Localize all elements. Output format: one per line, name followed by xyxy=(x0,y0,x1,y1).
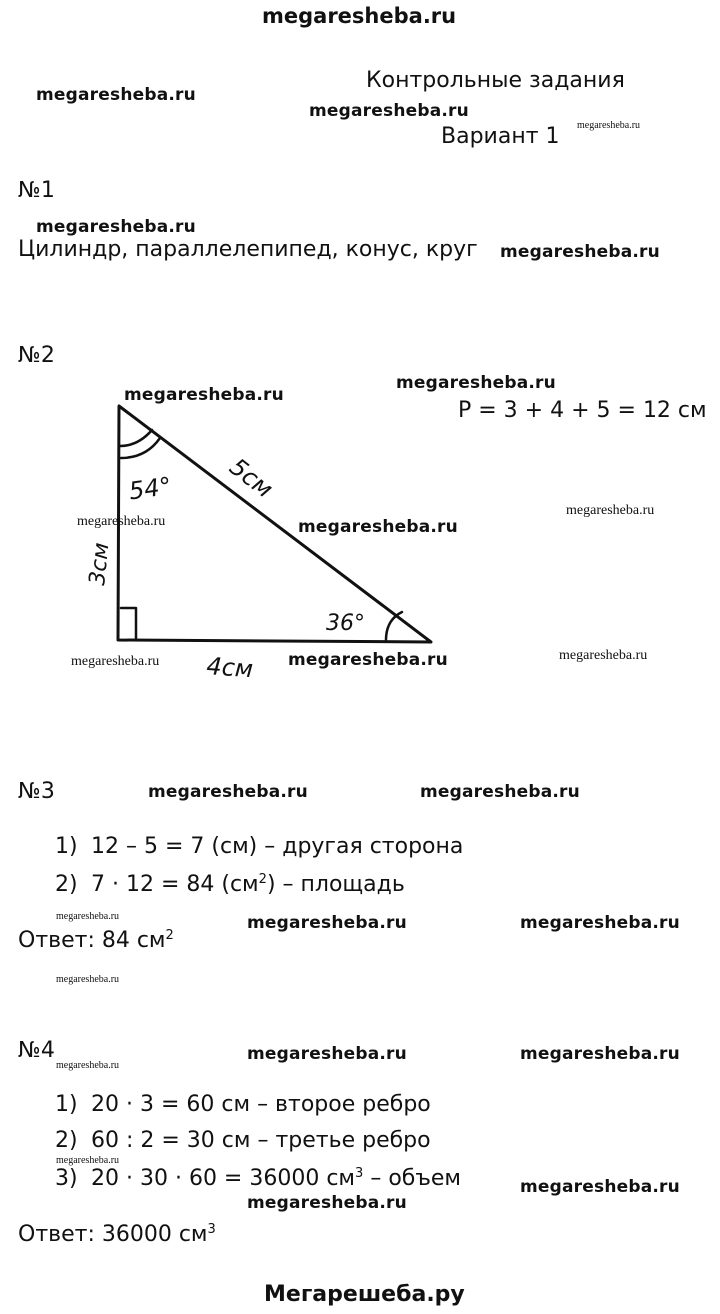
watermark: megaresheba.ru xyxy=(520,1177,680,1197)
watermark: megaresheba.ru xyxy=(298,517,458,537)
watermark: megaresheba.ru xyxy=(124,385,284,405)
watermark: megaresheba.ru xyxy=(559,648,648,663)
step-superscript: 3 xyxy=(355,1166,364,1181)
top-angle-label: 54° xyxy=(127,471,174,506)
title-line-1: Контрольные задания xyxy=(366,68,625,93)
watermark: megaresheba.ru xyxy=(247,913,407,933)
watermark: megaresheba.ru xyxy=(566,503,655,518)
answer-superscript: 2 xyxy=(165,928,174,943)
watermark: megaresheba.ru xyxy=(56,1155,120,1166)
watermark: megaresheba.ru xyxy=(500,242,660,262)
hypotenuse-label: 5см xyxy=(224,452,279,504)
step-index: 1) xyxy=(55,834,78,859)
task1-answer: Цилиндр, параллелепипед, конус, круг xyxy=(18,237,478,262)
task2-formula: P = 3 + 4 + 5 = 12 см xyxy=(458,398,707,423)
task2-label: №2 xyxy=(18,343,55,368)
task4-label: №4 xyxy=(18,1038,55,1063)
watermark: megaresheba.ru xyxy=(309,101,469,121)
watermark: megaresheba.ru xyxy=(520,1044,680,1064)
task4-step-2 xyxy=(55,1130,431,1152)
step-text: ) – площадь xyxy=(266,872,405,897)
header-watermark: megaresheba.ru xyxy=(262,4,457,28)
watermark: megaresheba.ru xyxy=(247,1044,407,1064)
top-angle-arc xyxy=(120,430,152,446)
bottom-angle-arc xyxy=(386,612,402,640)
watermark: megaresheba.ru xyxy=(396,373,556,393)
answer-superscript: 3 xyxy=(207,1222,216,1237)
task3-label: №3 xyxy=(18,779,55,804)
task3-answer xyxy=(18,930,174,952)
step-text: 60 : 2 = 30 см – третье ребро xyxy=(91,1128,431,1153)
step-text: 20 · 30 · 60 = 36000 см xyxy=(91,1166,356,1191)
step-text: 7 · 12 = 84 (см xyxy=(91,872,259,897)
title-line-2: Вариант 1 xyxy=(441,124,560,149)
watermark: megaresheba.ru xyxy=(77,514,166,529)
task4-answer xyxy=(18,1224,216,1246)
watermark: megaresheba.ru xyxy=(520,913,680,933)
watermark: megaresheba.ru xyxy=(36,85,196,105)
bottom-angle-label: 36° xyxy=(326,611,365,636)
bottom-leg-label: 4см xyxy=(205,652,254,684)
step-superscript: 2 xyxy=(258,872,267,887)
watermark: megaresheba.ru xyxy=(56,1060,120,1071)
watermark: megaresheba.ru xyxy=(56,911,120,922)
watermark: megaresheba.ru xyxy=(247,1193,407,1213)
watermark: megaresheba.ru xyxy=(288,650,448,670)
watermark: megaresheba.ru xyxy=(36,217,196,237)
step-index: 2) xyxy=(55,872,78,897)
step-index: 1) xyxy=(55,1092,78,1117)
watermark: megaresheba.ru xyxy=(577,120,641,131)
step-index: 2) xyxy=(55,1128,78,1153)
answer-text: Ответ: 36000 см xyxy=(18,1222,208,1247)
step-text: 12 – 5 = 7 (см) – другая сторона xyxy=(91,834,464,859)
watermark: megaresheba.ru xyxy=(56,974,120,985)
right-angle-mark xyxy=(121,608,136,638)
step-text: – объем xyxy=(363,1166,462,1191)
answer-text: Ответ: 84 см xyxy=(18,928,166,953)
step-index: 3) xyxy=(55,1166,78,1191)
task3-step-1 xyxy=(55,836,463,858)
watermark: megaresheba.ru xyxy=(420,782,580,802)
task3-step-2 xyxy=(55,874,405,896)
task4-step-3 xyxy=(55,1168,461,1190)
task1-label: №1 xyxy=(18,178,55,203)
watermark: megaresheba.ru xyxy=(148,782,308,802)
task4-step-1 xyxy=(55,1094,431,1116)
footer-watermark: Мегарешеба.ру xyxy=(264,1282,465,1307)
step-text: 20 · 3 = 60 см – второе ребро xyxy=(91,1092,431,1117)
watermark: megaresheba.ru xyxy=(71,654,160,669)
left-leg-label: 3см xyxy=(85,541,115,587)
